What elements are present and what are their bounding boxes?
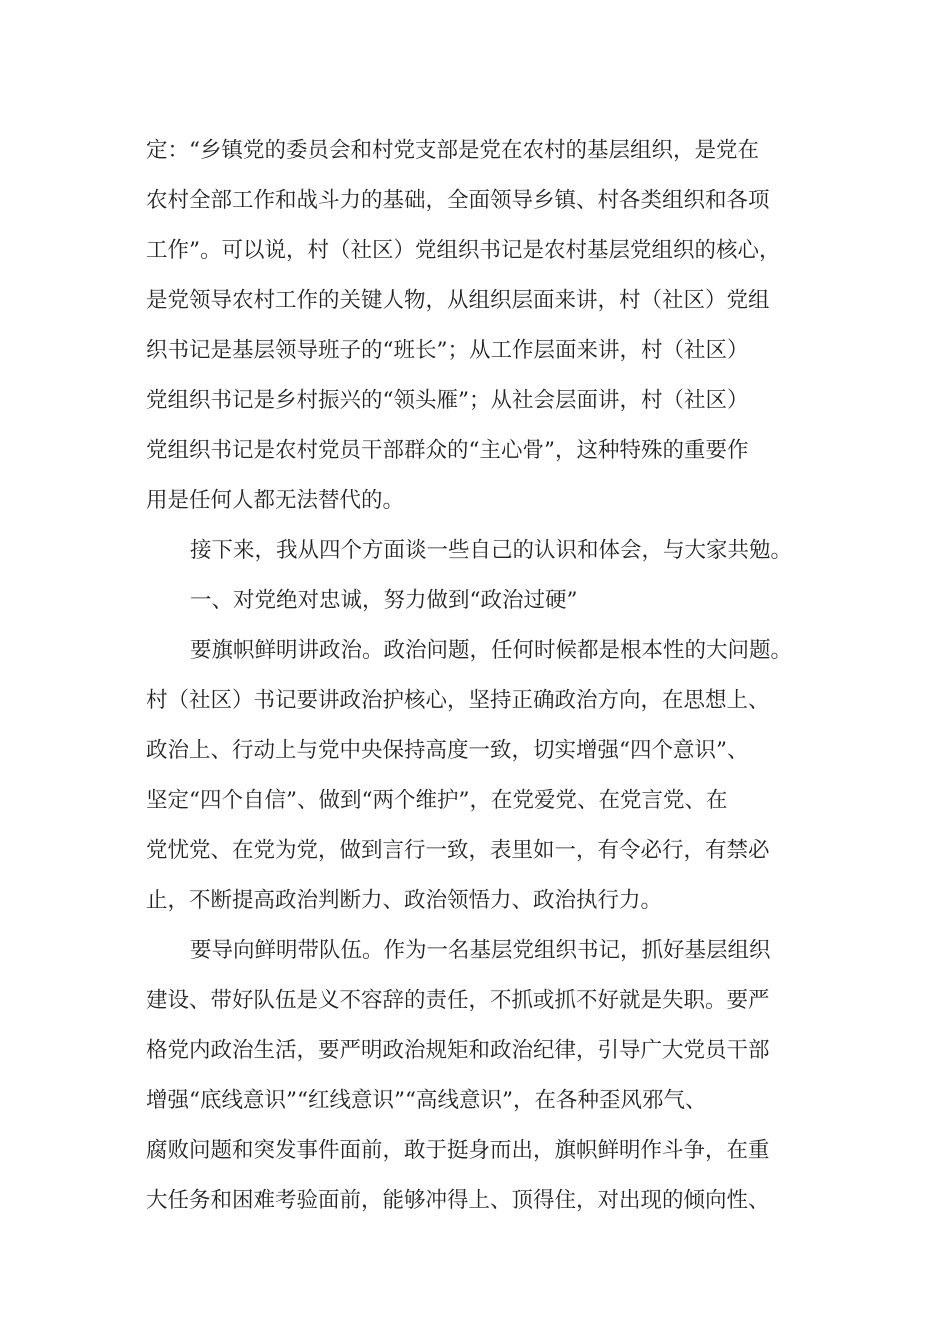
text-line: 腐败问题和突发事件面前，敢于挺身而出，旗帜鲜明作斗争，在重 [146,1138,770,1163]
text-line: 格党内政治生活，要严明政治规矩和政治纪律，引导广大党员干部 [146,1038,770,1063]
text-line: 工作”。可以说，村（社区）党组织书记是农村基层党组织的核心， [146,238,781,263]
text-line: 大任务和困难考验面前，能够冲得上、顶得住，对出现的倾向性、 [146,1188,770,1213]
text-line: 增强“底线意识”“红线意识”“高线意识”，在各种歪风邪气、 [146,1088,707,1113]
text-line: 止，不断提高政治判断力、政治领悟力、政治执行力。 [146,888,663,913]
paragraph-start: 要导向鲜明带队伍。作为一名基层党组织书记，抓好基层组织 [190,938,771,963]
text-line: 用是任何人都无法替代的。 [146,488,405,513]
text-line: 党组织书记是农村党员干部群众的“主心骨”，这种特殊的重要作 [146,438,749,463]
text-line: 坚定“四个自信”、做到“两个维护”，在党爱党、在党言党、在 [146,788,728,813]
text-line: 是党领导农村工作的关键人物，从组织层面来讲，村（社区）党组 [146,288,770,313]
text-line: 党忧党、在党为党，做到言行一致，表里如一，有令必行，有禁必 [146,838,770,863]
text-line: 织书记是基层领导班子的“班长”；从工作层面来讲，村（社区） [146,338,749,363]
text-line: 政治上、行动上与党中央保持高度一致，切实增强“四个意识”、 [146,738,749,763]
paragraph-start: 接下来，我从四个方面谈一些自己的认识和体会，与大家共勉。 [190,538,793,563]
text-line: 村（社区）书记要讲政治护核心，坚持正确政治方向，在思想上、 [146,688,770,713]
text-line: 党组织书记是乡村振兴的“领头雁”；从社会层面讲，村（社区） [146,388,749,413]
paragraph-start: 要旗帜鲜明讲政治。政治问题，任何时候都是根本性的大问题。 [190,638,793,663]
text-line: 定：“乡镇党的委员会和村党支部是党在农村的基层组织，是党在 [146,138,759,163]
text-line: 农村全部工作和战斗力的基础，全面领导乡镇、村各类组织和各项 [146,188,770,213]
text-line: 建设、带好队伍是义不容辞的责任，不抓或抓不好就是失职。要严 [146,988,770,1013]
section-heading: 一、对党绝对忠诚，努力做到“政治过硬” [190,588,578,613]
